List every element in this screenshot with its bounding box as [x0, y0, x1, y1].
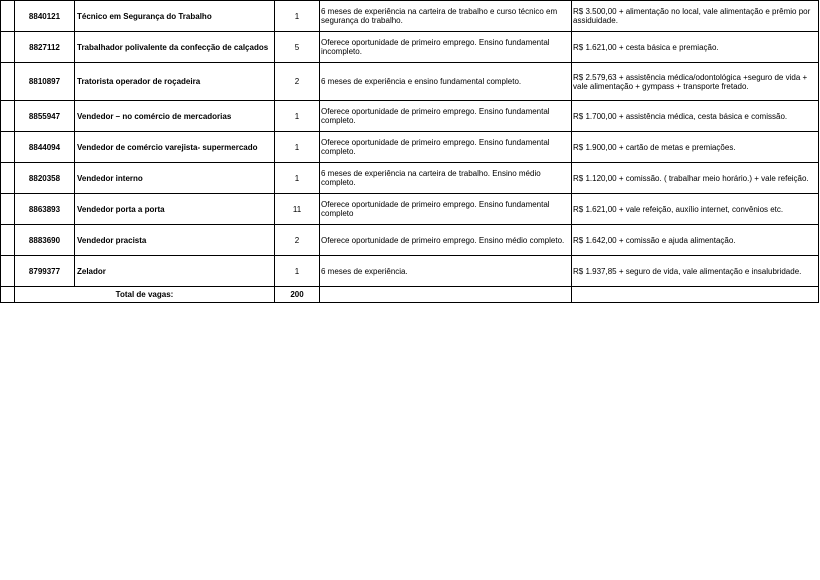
table-row: [1, 194, 819, 225]
vacancy-count: 5: [275, 32, 320, 63]
table-row: [1, 1, 819, 32]
salary-benefits: R$ 1.621,00 + vale refeição, auxílio internet, convênios etc.: [572, 194, 819, 225]
blank-cell: [1, 1, 15, 32]
requirements: Oferece oportunidade de primeiro emprego. Ensino fundamental completo: [320, 194, 572, 225]
blank-cell: [1, 101, 15, 132]
vacancy-count: 1: [275, 256, 320, 287]
blank-cell: [1, 63, 15, 101]
vacancy-count: 1: [275, 101, 320, 132]
vacancy-count: 1: [275, 163, 320, 194]
vacancy-code: 8844094: [15, 132, 75, 163]
empty-cell: [320, 287, 572, 303]
job-title: Vendedor – no comércio de mercadorias: [75, 101, 275, 132]
vacancy-count: 2: [275, 225, 320, 256]
total-label: Total de vagas:: [15, 287, 275, 303]
vacancy-code: 8810897: [15, 63, 75, 101]
job-title: Técnico em Segurança do Trabalho: [75, 1, 275, 32]
blank-cell: [1, 163, 15, 194]
table-row: [1, 256, 819, 287]
vacancy-code: 8827112: [15, 32, 75, 63]
vacancy-code: 8820358: [15, 163, 75, 194]
job-title: Vendedor pracista: [75, 225, 275, 256]
vacancy-count: 11: [275, 194, 320, 225]
blank-cell: [1, 32, 15, 63]
salary-benefits: R$ 1.900,00 + cartão de metas e premiações.: [572, 132, 819, 163]
blank-cell: [1, 194, 15, 225]
table-row: [1, 63, 819, 101]
salary-benefits: R$ 1.120,00 + comissão. ( trabalhar meio horário.) + vale refeição.: [572, 163, 819, 194]
table-row: [1, 132, 819, 163]
vacancy-count: 1: [275, 132, 320, 163]
requirements: Oferece oportunidade de primeiro emprego. Ensino médio completo.: [320, 225, 572, 256]
blank-cell: [1, 132, 15, 163]
job-title: Vendedor de comércio varejista- supermercado: [75, 132, 275, 163]
table-row: [1, 225, 819, 256]
requirements: 6 meses de experiência na carteira de trabalho. Ensino médio completo.: [320, 163, 572, 194]
vacancy-code: 8799377: [15, 256, 75, 287]
requirements: Oferece oportunidade de primeiro emprego. Ensino fundamental completo.: [320, 101, 572, 132]
salary-benefits: R$ 2.579,63 + assistência médica/odontológica +seguro de vida + vale alimentação + gympass + transporte fretado.: [572, 63, 819, 101]
job-title: Zelador: [75, 256, 275, 287]
empty-cell: [572, 287, 819, 303]
table-body: [1, 1, 819, 303]
job-title: Vendedor porta a porta: [75, 194, 275, 225]
requirements: 6 meses de experiência.: [320, 256, 572, 287]
total-value: 200: [275, 287, 320, 303]
vacancy-code: 8883690: [15, 225, 75, 256]
blank-cell: [1, 225, 15, 256]
job-title: Trabalhador polivalente da confecção de calçados: [75, 32, 275, 63]
vacancy-code: 8863893: [15, 194, 75, 225]
vacancy-code: 8840121: [15, 1, 75, 32]
requirements: 6 meses de experiência e ensino fundamental completo.: [320, 63, 572, 101]
requirements: 6 meses de experiência na carteira de trabalho e curso técnico em segurança do trabalho.: [320, 1, 572, 32]
salary-benefits: R$ 3.500,00 + alimentação no local, vale alimentação e prêmio por assiduidade.: [572, 1, 819, 32]
total-row: [1, 287, 819, 303]
salary-benefits: R$ 1.937,85 + seguro de vida, vale alimentação e insalubridade.: [572, 256, 819, 287]
table-row: [1, 32, 819, 63]
requirements: Oferece oportunidade de primeiro emprego. Ensino fundamental incompleto.: [320, 32, 572, 63]
blank-cell: [1, 256, 15, 287]
salary-benefits: R$ 1.700,00 + assistência médica, cesta básica e comissão.: [572, 101, 819, 132]
vacancy-count: 2: [275, 63, 320, 101]
salary-benefits: R$ 1.642,00 + comissão e ajuda alimentação.: [572, 225, 819, 256]
salary-benefits: R$ 1.621,00 + cesta básica e premiação.: [572, 32, 819, 63]
blank-cell: [1, 287, 15, 303]
table-row: [1, 101, 819, 132]
vacancy-count: 1: [275, 1, 320, 32]
job-title: Tratorista operador de roçadeira: [75, 63, 275, 101]
requirements: Oferece oportunidade de primeiro emprego. Ensino fundamental completo.: [320, 132, 572, 163]
table-row: [1, 163, 819, 194]
vacancy-code: 8855947: [15, 101, 75, 132]
job-title: Vendedor interno: [75, 163, 275, 194]
